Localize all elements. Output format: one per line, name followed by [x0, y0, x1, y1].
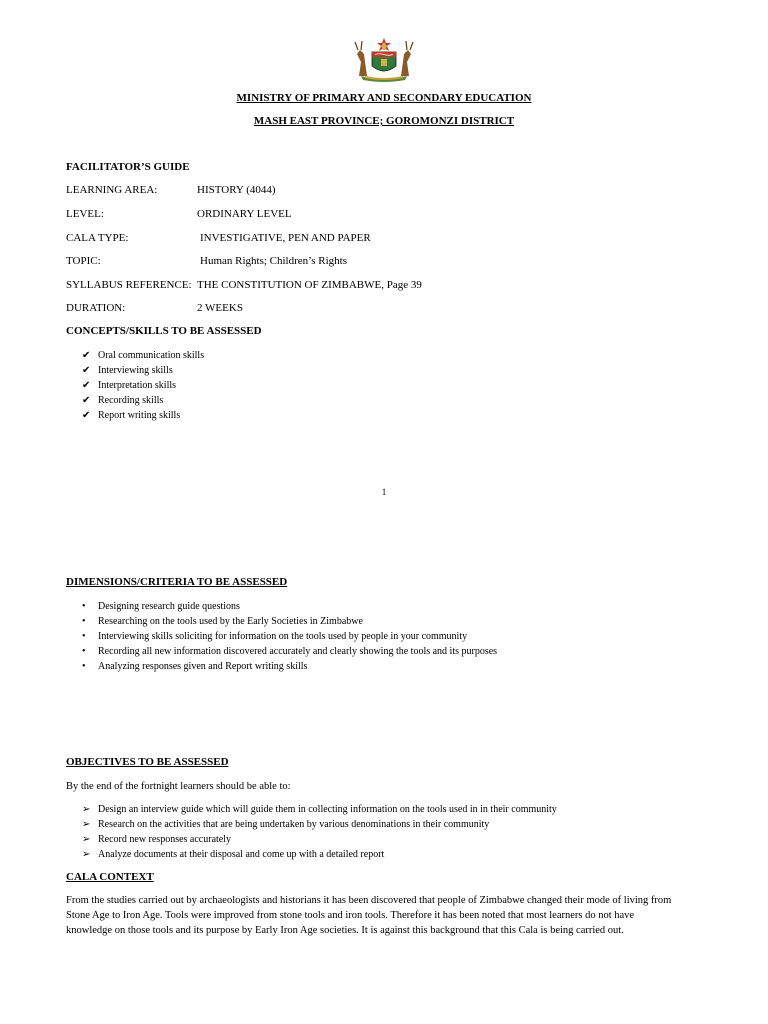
skill-text: Report writing skills [98, 410, 181, 421]
page-number: 1 [381, 487, 387, 497]
arrow-bullet-icon: ➢ [82, 819, 91, 830]
dimension-text: Designing research guide questions [98, 601, 240, 612]
paragraph-line: knowledge on those tools and its purpose by Early Iron Age societies. It is against this background that this Cala is being carried out. [66, 925, 624, 936]
coat-of-arms-emblem [351, 36, 417, 82]
district-heading: MASH EAST PROVINCE; GOROMONZI DISTRICT [253, 115, 515, 127]
dimensions-list [66, 599, 497, 674]
checkmark-icon: ✔ [82, 410, 91, 421]
arrow-bullet-icon: ➢ [82, 834, 91, 845]
list-item [66, 614, 497, 629]
field-label-learning-area: LEARNING AREA: [66, 184, 158, 196]
objective-text: Analyze documents at their disposal and come up with a detailed report [98, 849, 385, 860]
skills-list [66, 348, 204, 423]
skill-text: Recording skills [98, 395, 164, 406]
objective-text: Record new responses accurately [98, 834, 231, 845]
field-value-level: ORDINARY LEVEL [197, 208, 292, 220]
cala-context-paragraph [66, 893, 706, 938]
dimension-text: Analyzing responses given and Report writing skills [98, 661, 308, 672]
bullet-icon: • [82, 616, 86, 627]
list-item [66, 629, 497, 644]
ministry-heading: MINISTRY OF PRIMARY AND SECONDARY EDUCATION [236, 92, 532, 104]
list-item [66, 393, 204, 408]
bullet-icon: • [82, 631, 86, 642]
skills-heading: CONCEPTS/SKILLS TO BE ASSESSED [66, 325, 262, 337]
arrow-bullet-icon: ➢ [82, 849, 91, 860]
field-value-cala-type: INVESTIGATIVE, PEN AND PAPER [200, 232, 371, 244]
dimension-text: Recording all new information discovered accurately and clearly showing the tools and its purposes [98, 646, 498, 657]
field-value-learning-area: HISTORY (4044) [197, 184, 276, 196]
list-item [66, 408, 204, 423]
list-item [66, 817, 557, 832]
list-item [66, 832, 557, 847]
objectives-list [66, 802, 557, 862]
guide-title: FACILITATOR’S GUIDE [66, 161, 190, 173]
objective-text: Research on the activities that are being undertaken by various denominations in their community [98, 819, 490, 830]
list-item [66, 802, 557, 817]
field-label-syllabus-reference: SYLLABUS REFERENCE: [66, 279, 192, 291]
field-value-syllabus-reference: THE CONSTITUTION OF ZIMBABWE, Page 39 [197, 279, 422, 291]
field-label-level: LEVEL: [66, 208, 104, 220]
field-label-topic: TOPIC: [66, 255, 101, 267]
skill-text: Oral communication skills [98, 350, 205, 361]
field-label-duration: DURATION: [66, 302, 126, 314]
list-item [66, 659, 497, 674]
field-label-cala-type: CALA TYPE: [66, 232, 129, 244]
bullet-icon: • [82, 601, 86, 612]
checkmark-icon: ✔ [82, 395, 91, 406]
objectives-intro: By the end of the fortnight learners should be able to: [66, 781, 291, 792]
field-value-duration: 2 WEEKS [197, 302, 243, 314]
list-item [66, 363, 204, 378]
cala-context-heading: CALA CONTEXT [66, 871, 154, 883]
dimension-text: Interviewing skills soliciting for information on the tools used by people in your community [98, 631, 468, 642]
paragraph-line: From the studies carried out by archaeologists and historians it has been discovered that people of Zimbabwe changed their mode of living from [66, 895, 672, 906]
field-value-topic: Human Rights; Children’s Rights [200, 255, 347, 267]
checkmark-icon: ✔ [82, 350, 91, 361]
bullet-icon: • [82, 646, 86, 657]
skill-text: Interviewing skills [98, 365, 173, 376]
list-item [66, 378, 204, 393]
list-item [66, 847, 557, 862]
arrow-bullet-icon: ➢ [82, 804, 91, 815]
list-item [66, 644, 497, 659]
bullet-icon: • [82, 661, 86, 672]
skill-text: Interpretation skills [98, 380, 177, 391]
list-item [66, 348, 204, 363]
paragraph-line: Stone Age to Iron Age. Tools were improved from stone tools and iron tools. Therefore it has been noted that most learners do not have [66, 910, 635, 921]
dimension-text: Researching on the tools used by the Early Societies in Zimbabwe [98, 616, 363, 627]
objectives-heading: OBJECTIVES TO BE ASSESSED [66, 756, 229, 768]
checkmark-icon: ✔ [82, 365, 91, 376]
checkmark-icon: ✔ [82, 380, 91, 391]
dimensions-heading: DIMENSIONS/CRITERIA TO BE ASSESSED [66, 576, 288, 588]
list-item [66, 599, 497, 614]
objective-text: Design an interview guide which will guide them in collecting information on the tools used in in their community [98, 804, 557, 815]
